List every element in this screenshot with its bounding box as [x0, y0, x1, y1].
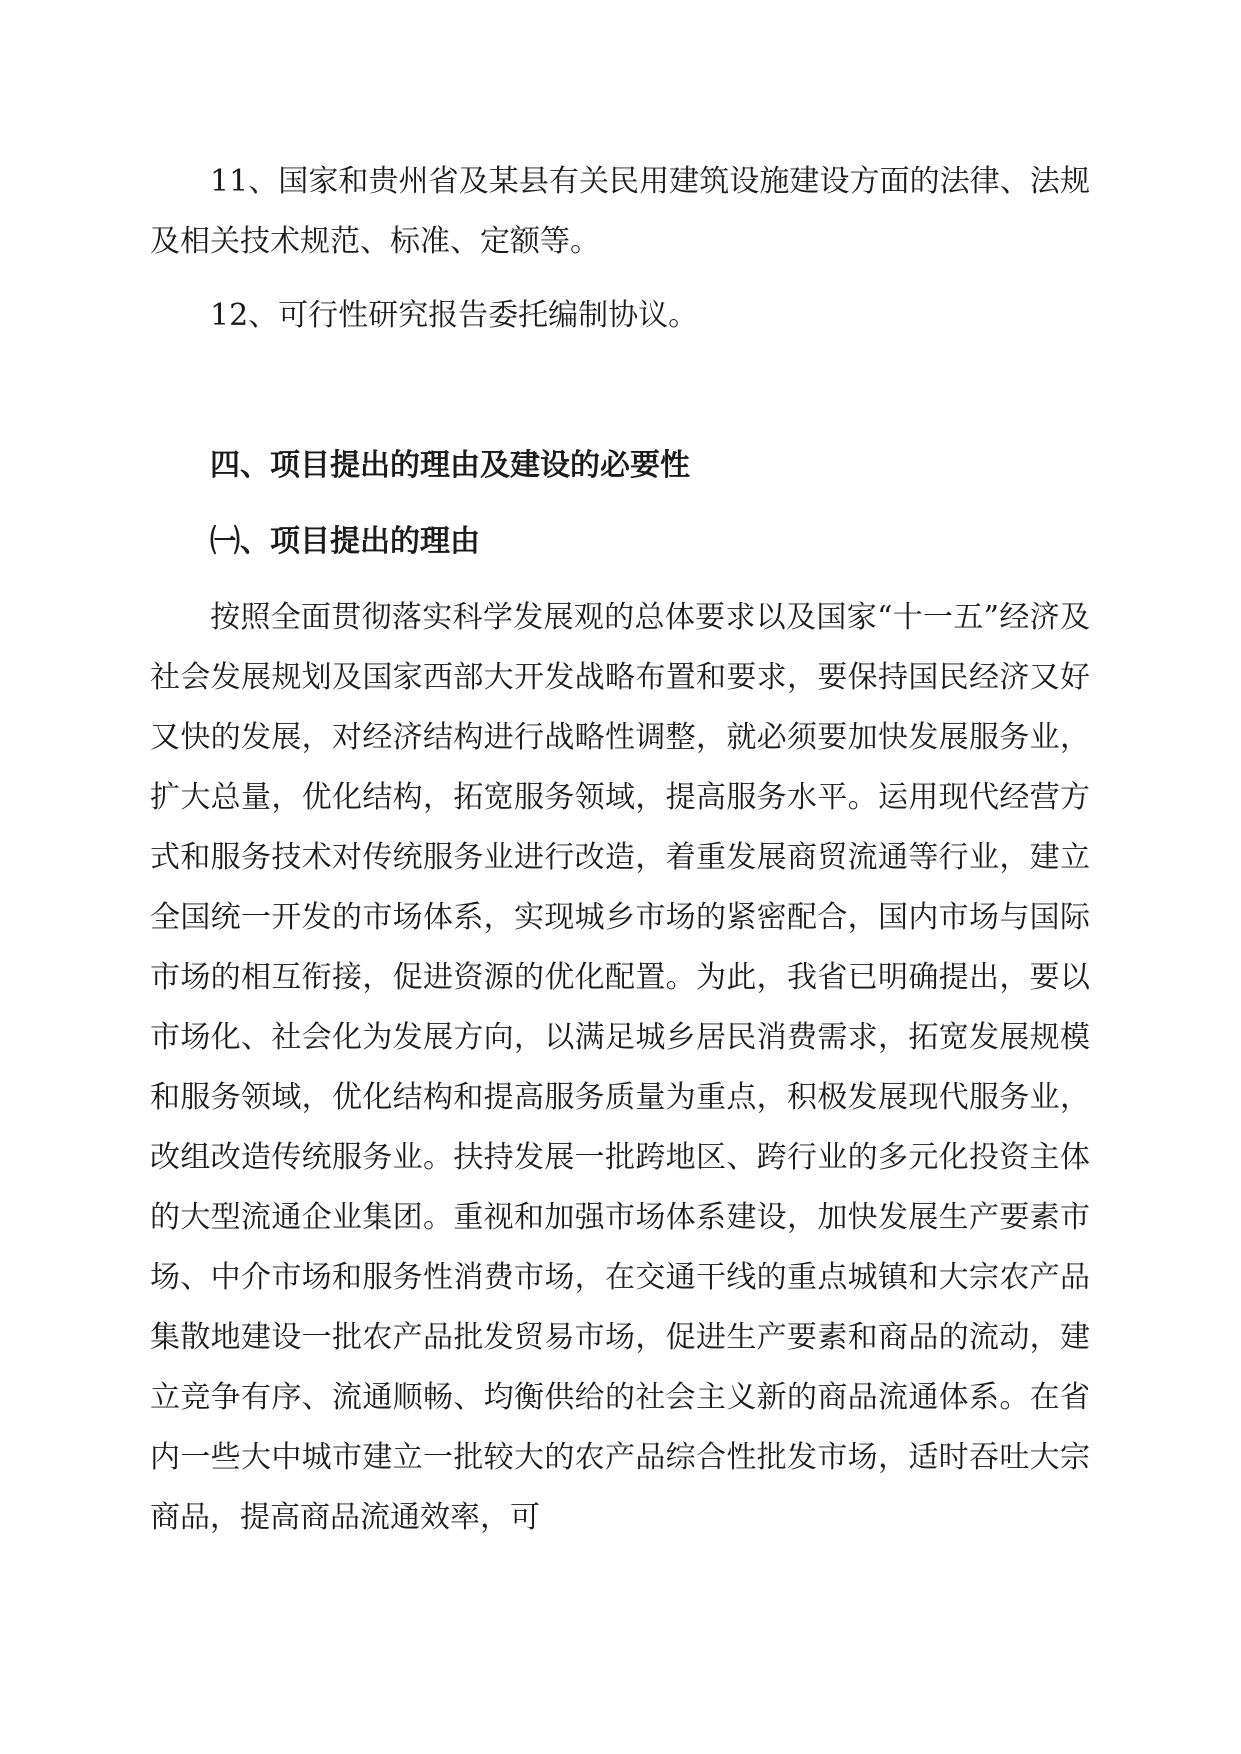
- body-paragraph: 按照全面贯彻落实科学发展观的总体要求以及国家“十一五”经济及社会发展规划及国家西部大开发战略布置和要求，要保持国民经济又好又快的发展，对经济结构进行战略性调整，就必须要加快发展服务业，扩大总量，优化结构，拓宽服务领域，提高服务水平。运用现代经营方式和服务技术对传统服务业进行改造，着重发展商贸流通等行业，建立全国统一开发的市场体系，实现城乡市场的紧密配合，国内市场与国际市场的相互衔接，促进资源的优化配置。为此，我省已明确提出，要以市场化、社会化为发展方向，以满足城乡居民消费需求，拓宽发展规模和服务领域，优化结构和提高服务质量为重点，积极发展现代服务业，改组改造传统服务业。扶持发展一批跨地区、跨行业的多元化投资主体的大型流通企业集团。重视和加强市场体系建设，加快发展生产要素市场、中介市场和服务性消费市场，在交通干线的重点城镇和大宗农产品集散地建设一批农产品批发贸易市场，促进生产要素和商品的流动，建立竞争有序、流通顺畅、均衡供给的社会主义新的商品流通体系。在省内一些大中城市建立一批较大的农产品综合性批发市场，适时吞吐大宗商品，提高商品流通效率，可: [150, 600, 1090, 1535]
- subsection-heading: ㈠、项目提出的理由: [210, 524, 480, 559]
- list-item-11: 11、国家和贵州省及某县有关民用建筑设施建设方面的法律、法规及相关技术规范、标准、定额等。: [150, 164, 1090, 259]
- section-heading: 四、项目提出的理由及建设的必要性: [210, 448, 690, 483]
- list-item-12: 12、可行性研究报告委托编制协议。: [210, 298, 699, 333]
